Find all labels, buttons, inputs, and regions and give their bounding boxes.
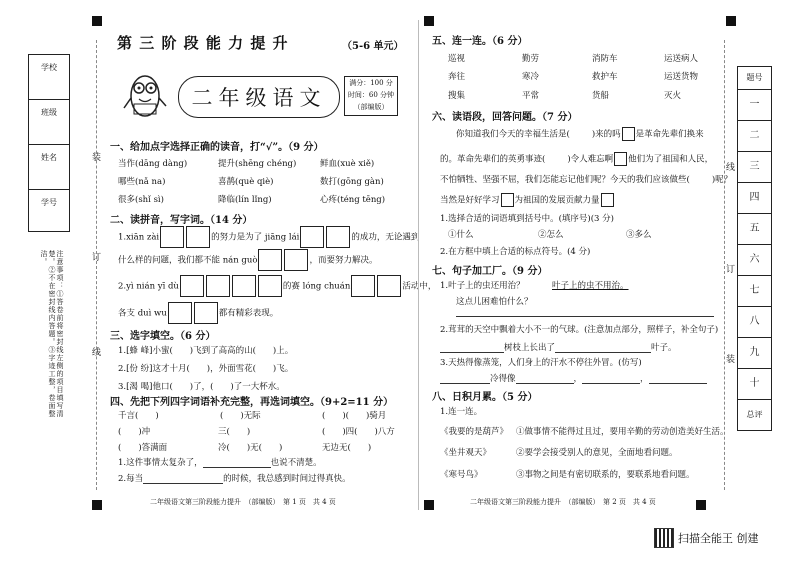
q7-item: 这点儿困难怕什么？ [456,297,533,307]
q5-word[interactable]: 运送货物 [664,72,699,82]
answer-box[interactable] [351,275,375,297]
q1-item[interactable]: 鲜血(xuè xiě) [320,159,375,169]
answer-box[interactable] [160,226,184,248]
answer-line[interactable] [555,352,651,353]
answer-line[interactable] [456,316,714,317]
binding-dashed-line [96,40,97,490]
q1-item[interactable]: 提升(shēng chéng) [218,159,297,169]
punct-box[interactable] [501,193,514,207]
field-name: 姓名 [29,145,69,190]
unit-range: （5-6 单元） [342,41,404,52]
q2-line: 2.yì nián yī dù 的赛 lóng chuán 活动中， [118,275,436,298]
binding-label: 装 [92,153,102,163]
answer-box[interactable] [326,226,350,248]
q4-idiom[interactable]: ( )答满面 [118,443,168,453]
q6-option[interactable]: ①什么 [448,230,474,240]
q1-item[interactable]: 心疼(téng tēng) [320,195,386,205]
subject-banner [178,76,340,118]
answer-box[interactable] [284,249,308,271]
answer-box[interactable] [300,226,324,248]
q8-left-item[interactable]: 《寒号鸟》 [440,470,483,480]
binding-label: 线 [92,348,102,358]
punct-box[interactable] [601,193,614,207]
q3-item[interactable]: 1.[蜂 峰]小蜜( )飞到了高高的山( )上。 [118,346,294,356]
binding-label: 线 [726,163,736,173]
q6-passage-line: 你知道我们今天的幸福生活是( )来的吗 是革命先辈们换来 [456,127,704,141]
q5-word[interactable]: 运送病人 [664,54,699,64]
q8-left-item[interactable]: 《我要的是葫芦》 [440,427,509,437]
page-footer: 二年级语文第三阶段能力提升 （部编版） 第 1 页 共 4 页 [150,498,336,506]
score-row[interactable]: 六 [738,245,771,276]
q6-passage-line: 不怕牺牲、坚强不屈，我们怎能忘记他们呢？今天的我们应该做些( )呢？ [440,175,733,185]
punct-box[interactable] [614,152,627,166]
q4-idiom[interactable]: ( )四( )八方 [322,427,395,437]
q4-sentence: 2.每当 的时候，我总感到时间过得真快。 [118,474,351,484]
q6-option[interactable]: ③多么 [626,230,652,240]
q5-word[interactable]: 货船 [592,91,610,101]
score-row[interactable]: 十 [738,369,771,400]
q8-subtitle: 1.连一连。 [440,407,483,417]
q4-sentence: 1.这件事情太复杂了， 也说不清楚。 [118,458,322,468]
q4-idiom[interactable]: ( )无际 [220,411,261,421]
q1-item[interactable]: 哪些(nǎ na) [118,177,166,187]
q5-word[interactable]: 巡视 [448,54,466,64]
score-row[interactable]: 七 [738,276,771,307]
answer-box[interactable] [194,302,218,324]
page-footer: 二年级语文第三阶段能力提升 （部编版） 第 2 页 共 4 页 [470,498,656,506]
score-row[interactable]: 五 [738,214,771,245]
answer-box[interactable] [186,226,210,248]
q1-item[interactable]: 降临(lín lǐng) [218,195,272,205]
answer-box[interactable] [377,275,401,297]
q4-idiom[interactable]: ( )( )骑月 [322,411,387,421]
q3-item[interactable]: 3.[渴 喝]他口( )了，( )了一大杯水。 [118,382,285,392]
q7-item: 1.叶子上的虫还用治？ [440,281,525,291]
q8-right-item[interactable]: ①做事情不能得过且过，要用辛勤的劳动创造美好生活。 [516,427,729,437]
q8-left-item[interactable]: 《坐井观天》 [440,448,492,458]
q3-title: 三、选字填空。（6 分） [110,331,216,342]
score-row[interactable]: 二 [738,121,771,152]
answer-box[interactable] [258,275,282,297]
q4-idiom[interactable]: 无边无( ) [322,443,372,453]
q7-item: 树枝上长出了 叶子。 [440,341,677,353]
answer-box[interactable] [168,302,192,324]
q5-word[interactable]: 奔往 [448,72,466,82]
field-class: 班级 [29,100,69,145]
corner-marker [424,16,434,26]
q4-idiom[interactable]: 千言( ) [118,411,159,421]
binding-label: 订 [726,265,736,275]
q7-item: 2.茸茸的天空中飘着大小不一的气球。(注意加点部分，照样子，补全句子) [440,325,719,335]
corner-marker [424,500,434,510]
attention-notes: 注意事项：①答卷前将密封线左侧的项目填写清楚。②不在密封线内答题。③字迹工整，卷面整洁。 [40,250,64,418]
left-info-frame [28,54,70,232]
q6-question: 2.在方框中填上合适的标点符号。(4 分) [440,247,591,257]
q8-right-item[interactable]: ②要学会接受别人的意见，全面地看问题。 [516,448,678,458]
q5-word[interactable]: 勤劳 [522,54,540,64]
subject-title: 二年级语文 [191,86,327,110]
q1-item[interactable]: 很多(shǐ sì) [118,195,164,205]
answer-line[interactable] [582,383,640,384]
q7-title: 七、句子加工厂。（9 分） [432,266,548,277]
watermark-text: 扫描全能王 创建 [678,532,759,545]
answer-line[interactable] [203,467,271,468]
corner-marker [726,16,736,26]
q2-title: 二、读拼音，写字词。（14 分） [110,215,253,226]
q5-word[interactable]: 寒冷 [522,72,540,82]
field-school: 学校 [29,55,69,100]
score-row[interactable]: 一 [738,90,771,121]
score-row[interactable]: 四 [738,183,771,214]
q7-item: 3.天热得像蒸笼，人们身上的汗水不停往外冒。(仿写) [440,358,642,368]
q3-item[interactable]: 2.[份 纷]这才十月( )，外面雪花( )飞。 [118,364,294,374]
q8-right-item[interactable]: ③事物之间是有密切联系的，要联系地看问题。 [516,470,695,480]
field-id: 学号 [41,198,57,207]
answer-line[interactable] [649,383,707,384]
answer-box[interactable] [232,275,256,297]
q6-passage-line: 的。革命先辈们的英勇事迹( )令人难忘啊 他们为了祖国和人民， [440,152,713,166]
answer-line[interactable] [143,483,223,484]
mascot-image [120,68,170,120]
corner-marker [696,500,706,510]
corner-marker [92,500,102,510]
punct-box[interactable] [622,127,635,141]
q5-word[interactable]: 救护车 [592,72,618,82]
q5-word[interactable]: 平常 [522,91,540,101]
q4-title: 四、先把下列四字词语补充完整，再选词填空。（9+2=11 分） [110,397,394,408]
q5-title: 五、连一连。（6 分） [432,36,528,47]
corner-marker [92,16,102,26]
q2-line: 各支 duì wu 都有精彩表现。 [118,302,278,325]
answer-line[interactable] [516,383,574,384]
score-table-header: 题号 [738,67,771,90]
q4-idiom[interactable]: 冷( )无( ) [218,443,283,453]
scanner-logo-icon [654,528,674,548]
score-row-total[interactable]: 总评 [746,410,763,419]
q7-item: 冷得像 ， ， [440,372,707,384]
answer-box[interactable] [180,275,204,297]
answer-box[interactable] [206,275,230,297]
score-row[interactable]: 三 [738,152,771,183]
q6-option[interactable]: ②怎么 [538,230,564,240]
score-row[interactable]: 八 [738,307,771,338]
q1-item[interactable]: 喜鹊(què qiè) [218,177,274,187]
q4-idiom[interactable]: 三( ) [218,427,251,437]
answer-box[interactable] [258,249,282,271]
q1-item[interactable]: 数打(gōng gàn) [320,177,384,187]
q1-item[interactable]: 当作(dāng dàng) [118,159,188,169]
q2-line: 什么样的问题，我们都不能 nán guò ，而要努力解决。 [118,249,377,272]
q5-word[interactable]: 消防车 [592,54,618,64]
q4-idiom[interactable]: ( )冲 [118,427,151,437]
q8-title: 八、日积月累。（5 分） [432,392,538,403]
score-info-box: 满分：100 分 时间：60 分钟 （部编版） [344,76,398,116]
binding-label: 订 [92,253,102,263]
answer-line[interactable] [440,383,490,384]
score-table [737,66,772,431]
q2-line: 1.xiān zài 的努力是为了 jiāng lái 的成功，无论遇到 [118,226,419,249]
q5-word[interactable]: 灭火 [664,91,682,101]
answer-line[interactable] [440,352,504,353]
q6-question: 1.选择合适的词语填到括号中。(填序号)(3 分) [440,214,614,224]
binding-dashed-line [724,40,725,490]
binding-label: 装 [726,355,736,365]
q7-example-answer: 叶子上的虫不用治。 [552,281,629,291]
q1-title: 一、给加点字选择正确的读音，打“√”。（9 分） [110,142,324,153]
score-row[interactable]: 九 [738,338,771,369]
page-divider [418,20,419,510]
q6-title: 六、读语段，回答问题。（7 分） [432,112,578,123]
q6-passage-line: 当然是好好学习 为祖国的发展贡献力量 [440,193,615,207]
q5-word[interactable]: 搜集 [448,91,466,101]
page-title: 第 三 阶 段 能 力 提 升 [117,34,289,52]
